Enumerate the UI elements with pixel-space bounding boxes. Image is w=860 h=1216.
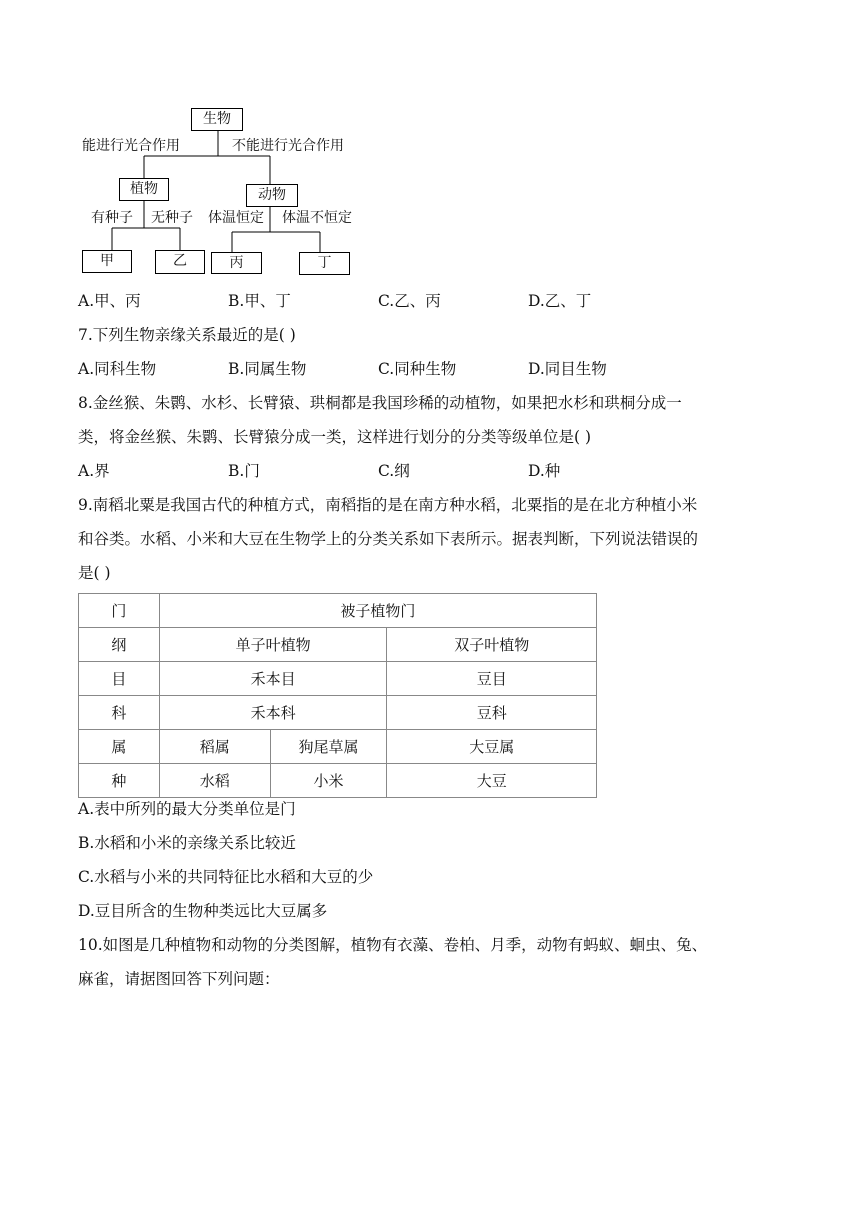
q8-stem-line-2: 类，将金丝猴、朱鹮、长臂猿分成一类，这样进行划分的分类等级单位是( ) [78, 428, 592, 446]
table-cell: 科 [79, 696, 160, 730]
warm-label: 体温恒定 [208, 210, 264, 226]
table-cell: 禾本目 [159, 662, 387, 696]
leaf-box-bing: 丙 [211, 252, 262, 274]
q9-stem-line-1: 9.南稻北粟是我国古代的种植方式，南稻指的是在南方种水稻，北粟指的是在北方种植小米 [78, 496, 698, 514]
classification-diagram [70, 100, 390, 280]
table-cell: 狗尾草属 [270, 730, 387, 764]
table-row [79, 730, 597, 764]
plant-box: 植物 [119, 178, 169, 201]
q7-stem: 7.下列生物亲缘关系最近的是( ) [78, 326, 296, 344]
q8-option-b: B.门 [228, 462, 260, 480]
table-row [79, 628, 597, 662]
table-cell: 水稻 [159, 764, 270, 798]
q8-option-d: D.种 [528, 462, 561, 480]
leaf-box-ding: 丁 [299, 252, 350, 275]
q10-stem-line-1: 10.如图是几种植物和动物的分类图解，植物有衣藻、卷柏、月季，动物有蚂蚁、蛔虫、兔、 [78, 936, 708, 954]
table-cell: 双子叶植物 [387, 628, 597, 662]
no-seed-label: 无种子 [151, 210, 193, 226]
q8-option-a: A.界 [78, 462, 110, 480]
q6-option-d: D.乙、丁 [528, 292, 592, 310]
right-branch-label: 不能进行光合作用 [232, 138, 344, 154]
root-box: 生物 [191, 108, 243, 131]
table-cell: 属 [79, 730, 160, 764]
left-branch-label: 能进行光合作用 [82, 138, 180, 154]
table-cell: 被子植物门 [159, 594, 596, 628]
animal-box: 动物 [246, 184, 298, 207]
seed-label: 有种子 [91, 210, 133, 226]
table-cell: 纲 [79, 628, 160, 662]
table-cell: 门 [79, 594, 160, 628]
table-cell: 豆科 [387, 696, 597, 730]
table-cell: 单子叶植物 [159, 628, 387, 662]
q10-stem-line-2: 麻雀，请据图回答下列问题： [78, 970, 280, 988]
table-cell: 目 [79, 662, 160, 696]
q9-stem-line-3: 是( ) [78, 564, 111, 582]
leaf-box-yi: 乙 [155, 250, 205, 274]
cold-label: 体温不恒定 [282, 210, 352, 226]
table-cell: 稻属 [159, 730, 270, 764]
table-row [79, 764, 597, 798]
table-row [79, 594, 597, 628]
table-cell: 种 [79, 764, 160, 798]
table-row [79, 662, 597, 696]
q7-option-a: A.同科生物 [78, 360, 157, 378]
table-row [79, 696, 597, 730]
leaf-box-jia: 甲 [82, 250, 132, 273]
q6-option-b: B.甲、丁 [228, 292, 291, 310]
q9-stem-line-2: 和谷类。水稻、小米和大豆在生物学上的分类关系如下表所示。据表判断，下列说法错误的 [78, 530, 699, 548]
q9-option-a: A.表中所列的最大分类单位是门 [78, 800, 296, 818]
q8-stem-line-1: 8.金丝猴、朱鹮、水杉、长臂猿、珙桐都是我国珍稀的动植物，如果把水杉和珙桐分成一 [78, 394, 682, 412]
q9-option-c: C.水稻与小米的共同特征比水稻和大豆的少 [78, 868, 374, 886]
table-cell: 禾本科 [159, 696, 387, 730]
q8-option-c: C.纲 [378, 462, 410, 480]
table-cell: 小米 [270, 764, 387, 798]
q7-option-d: D.同目生物 [528, 360, 607, 378]
q7-option-b: B.同属生物 [228, 360, 307, 378]
q6-option-a: A.甲、丙 [78, 292, 141, 310]
table-cell: 豆目 [387, 662, 597, 696]
q7-option-c: C.同种生物 [378, 360, 457, 378]
table-cell: 大豆属 [387, 730, 597, 764]
table-cell: 大豆 [387, 764, 597, 798]
q9-option-d: D.豆目所含的生物种类远比大豆属多 [78, 902, 328, 920]
q6-option-c: C.乙、丙 [378, 292, 441, 310]
classification-table [78, 593, 597, 798]
q9-option-b: B.水稻和小米的亲缘关系比较近 [78, 834, 296, 852]
